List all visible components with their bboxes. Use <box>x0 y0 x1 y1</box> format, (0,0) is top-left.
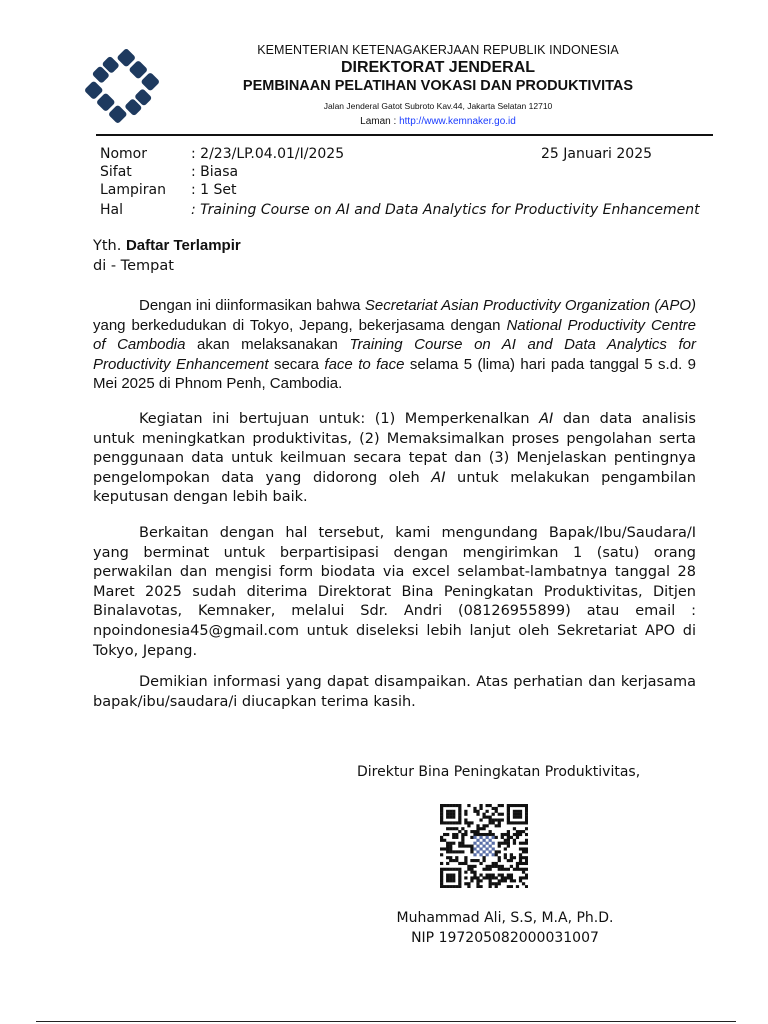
body-paragraph-3 <box>93 524 696 661</box>
signatory-name: Muhammad Ali, S.S, M.A, Ph.D. <box>396 910 614 926</box>
p2-italic: AI <box>431 469 446 486</box>
ministry-name: KEMENTERIAN KETENAGAKERJAAN REPUBLIK INDONESIA <box>257 43 619 57</box>
p2-text: dan data analisis untuk meningkatkan produktivitas, (2) Memaksimalkan proses pengolahan serta penggunaan data untuk keilmuan secara tepat dan (3) Menjelaskan pentingnya pengelompokan data yang didorong oleh <box>93 411 696 486</box>
letter-date: 25 Januari 2025 <box>541 146 653 162</box>
addressee-place: di - Tempat <box>93 258 174 274</box>
signatory-nip: NIP 197205082000031007 <box>411 930 599 946</box>
nomor-value: : 2/23/LP.04.01/I/2025 <box>191 146 345 162</box>
p1-italic: Secretariat Asian Productivity Organization (APO) <box>364 297 696 314</box>
hal-row <box>100 201 700 219</box>
p1-italic: National Productivity Centre of Cambodia <box>93 316 696 354</box>
p1-italic: face to face <box>324 355 405 373</box>
addressee-line <box>93 236 241 256</box>
office-address: Jalan Jenderal Gatot Subroto Kav.44, Jakarta Selatan 12710 <box>323 101 553 111</box>
lampiran-value: : 1 Set <box>191 182 237 198</box>
signatory-block <box>360 908 650 948</box>
letterhead <box>228 42 648 129</box>
p1-text: akan melaksanakan <box>185 336 350 354</box>
lampiran-label: Lampiran <box>100 182 167 198</box>
letterhead-divider <box>96 134 713 136</box>
hal-label: Hal <box>100 202 123 218</box>
addressee-name: Daftar Terlampir <box>125 237 241 254</box>
p4-text: Demikian informasi yang dapat disampaikan. Atas perhatian dan kerjasama bapak/ibu/saudara/i diucapkan terima kasih. <box>93 674 696 710</box>
lampiran-row <box>100 181 700 199</box>
division-name: PEMBINAAN PELATIHAN VOKASI DAN PRODUKTIVITAS <box>242 78 634 94</box>
p3-text: Berkaitan dengan hal tersebut, kami mengundang Bapak/Ibu/Saudara/I yang berminat untuk berpartisipasi dengan mengirimkan 1 (satu) orang perwakilan dan mengisi form biodata via excel selambat-lambatnya tanggal 28 Maret 2025 sudah diterima Direktorat Bina Peningkatan Produktivitas, Ditjen Binalavotas, Kemnaker, melalui Sdr. Andri (08126955899) atau email : npoindonesia45@gmail.com untuk diseleksi lebih lanjut oleh Sekretariat APO di Tokyo, Jepang. <box>93 525 696 659</box>
p2-text: Kegiatan ini bertujuan untuk: (1) Memperkenalkan <box>139 411 540 427</box>
directorate-name: DIREKTORAT JENDERAL <box>340 59 536 76</box>
letter-meta <box>100 145 700 219</box>
body-paragraph-4 <box>93 673 696 712</box>
qr-code-icon <box>440 804 528 888</box>
addressee <box>93 236 241 276</box>
sifat-value: : Biasa <box>191 164 239 180</box>
p1-italic: Training Course on AI and Data Analytics for Productivity Enhancement <box>93 336 696 373</box>
p1-text: Dengan ini diinformasikan bahwa <box>139 297 365 314</box>
footer-divider <box>36 1021 736 1022</box>
nomor-row <box>100 145 700 163</box>
body-paragraph-2 <box>93 410 696 508</box>
website-label: Laman : <box>360 116 397 127</box>
p1-text: secara <box>268 355 325 373</box>
body-paragraph-1 <box>93 296 696 394</box>
signatory-title: Direktur Bina Peningkatan Produktivitas, <box>357 764 641 780</box>
p2-italic: AI <box>539 411 554 427</box>
sifat-label: Sifat <box>100 164 132 180</box>
nomor-label: Nomor <box>100 146 147 162</box>
yth-prefix: Yth. <box>93 238 126 254</box>
p1-text: selama 5 (lima) hari pada tanggal 5 s.d. 9 Mei 2025 di Phnom Penh, Cambodia. <box>93 355 697 393</box>
website-link[interactable]: http://www.kemnaker.go.id <box>399 116 516 127</box>
sifat-row <box>100 163 700 181</box>
website-line <box>228 115 648 129</box>
hal-value: : Training Course on AI and Data Analytics for Productivity Enhancement <box>191 202 700 218</box>
p1-text: yang berkedudukan di Tokyo, Jepang, bekerjasama dengan <box>93 316 507 334</box>
ministry-logo <box>80 44 164 128</box>
p2-text: untuk melakukan pengambilan keputusan dengan lebih baik. <box>93 469 696 506</box>
